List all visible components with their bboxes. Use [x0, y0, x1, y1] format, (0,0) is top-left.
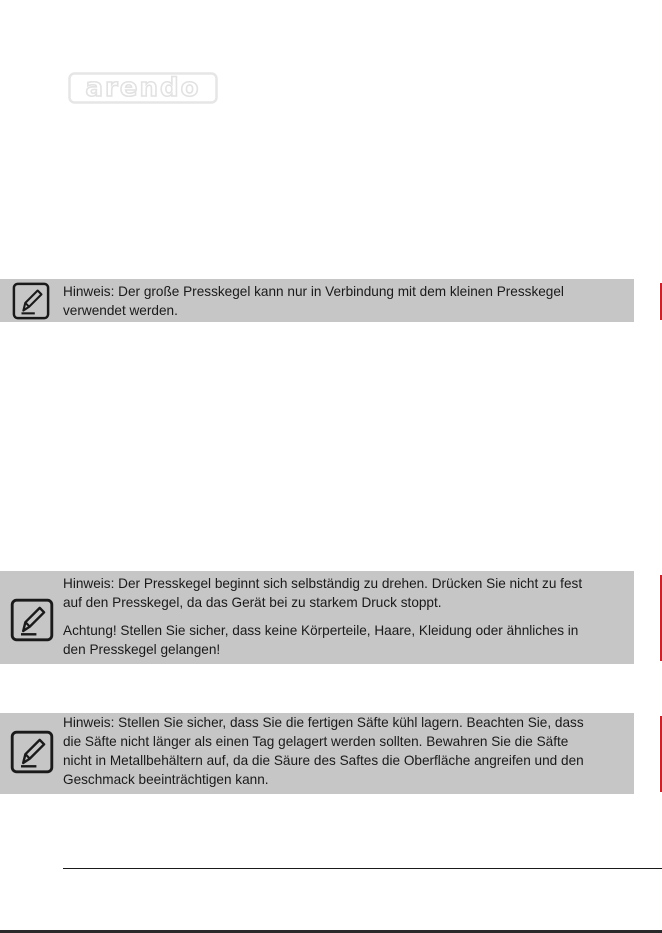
note-text — [63, 713, 586, 789]
warning-paragraph: Achtung! Stellen Sie sicher, dass keine Körperteile, Haare, Kleidung oder ähnliches in den Presskegel gelangen! — [63, 623, 579, 657]
note-paragraph: Hinweis: Der Presskegel beginnt sich selbständig zu drehen. Drücken Sie nicht zu fest auf den Presskegel, da das Gerät bei zu starkem Druck stoppt. — [63, 576, 583, 610]
note-pencil-icon — [10, 598, 54, 642]
footer-rule — [63, 868, 662, 869]
note-box-presskegel-combination — [0, 279, 634, 322]
logo-text: arendo — [85, 73, 201, 103]
note-pencil-icon — [10, 730, 54, 774]
note-box-presskegel-rotation — [0, 571, 634, 664]
arendo-logo — [68, 72, 218, 104]
note-paragraph: Hinweis: Stellen Sie sicher, dass Sie die fertigen Säfte kühl lagern. Beachten Sie, dass die Säfte nicht länger als einen Tag gelagert werden sollten. Bewahren Sie die Säfte nicht in Metallbehältern auf, da die Säure des Saftes die Oberfläche angreifen und den Geschmack beeinträchtigen kann. — [63, 715, 584, 787]
note-box-juice-storage — [0, 713, 634, 794]
note-pencil-icon — [12, 282, 50, 320]
note-paragraph: Hinweis: Der große Presskegel kann nur in Verbindung mit dem kleinen Presskegel verwendet werden. — [63, 284, 564, 318]
note-text — [63, 282, 586, 320]
note-text — [63, 574, 586, 659]
